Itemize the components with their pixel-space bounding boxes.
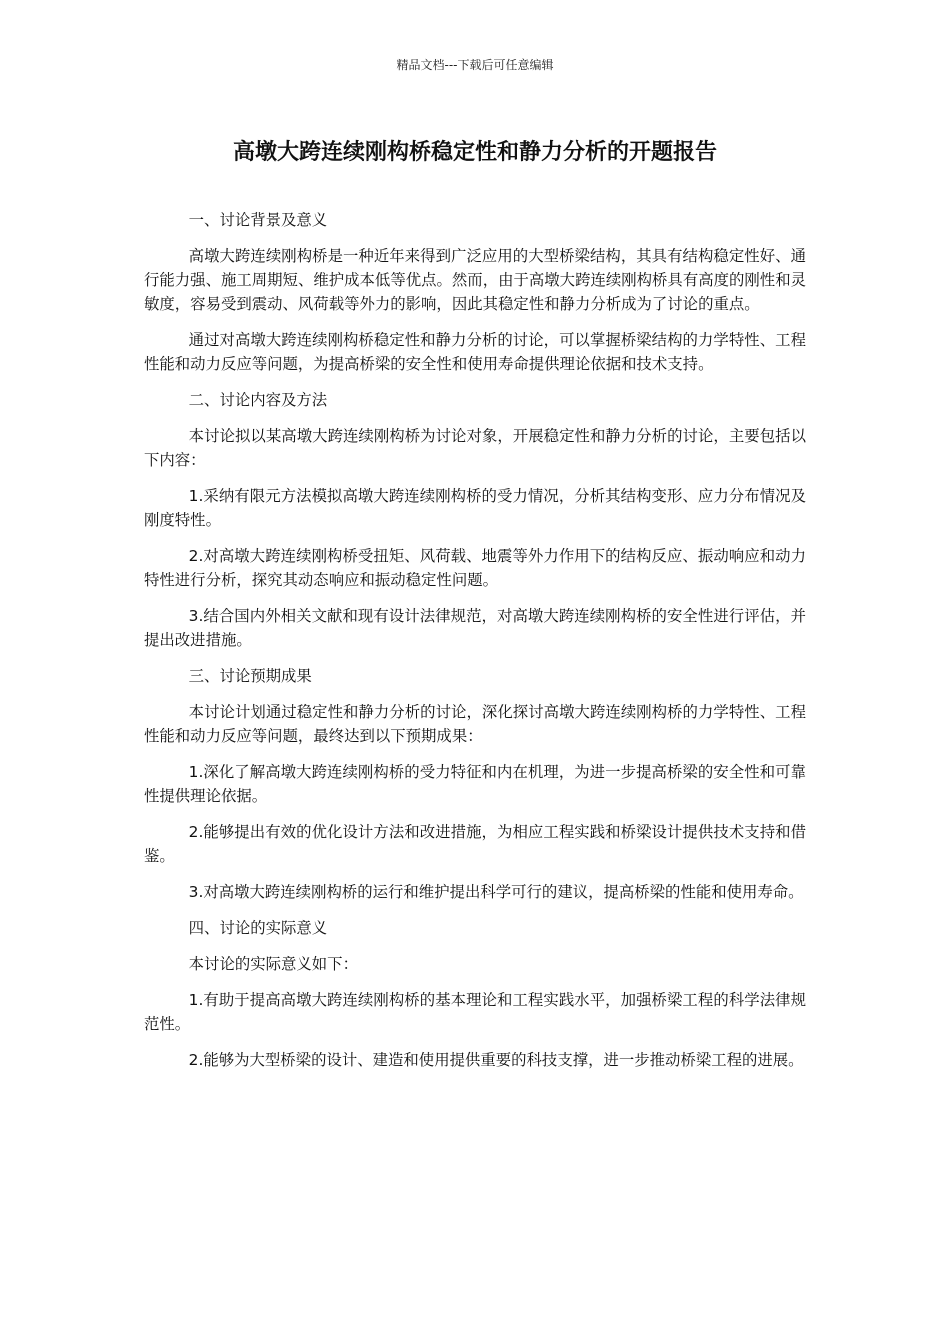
document-body [144, 208, 806, 1084]
section-heading-background: 一、讨论背景及意义 [188, 211, 328, 229]
section-heading-expected-results: 三、讨论预期成果 [188, 667, 312, 685]
header-note: 精品文档---下载后可任意编辑 [396, 58, 554, 72]
list-item-results-2: 2.能够提出有效的优化设计方法和改进措施，为相应工程实践和桥梁设计提供技术支持和借鉴。 [144, 823, 806, 865]
list-item-content-1: 1.采纳有限元方法模拟高墩大跨连续刚构桥的受力情况，分析其结构变形、应力分布情况及刚度特性。 [144, 487, 806, 529]
list-item-results-1: 1.深化了解高墩大跨连续刚构桥的受力特征和内在机理，为进一步提高桥梁的安全性和可靠性提供理论依据。 [144, 763, 806, 805]
list-item-significance-1: 1.有助于提高高墩大跨连续刚构桥的基本理论和工程实践水平，加强桥梁工程的科学法律规范性。 [144, 991, 806, 1033]
list-item-content-3: 3.结合国内外相关文献和现有设计法律规范，对高墩大跨连续刚构桥的安全性进行评估，并提出改进措施。 [144, 607, 806, 649]
paragraph-content-intro: 本讨论拟以某高墩大跨连续刚构桥为讨论对象，开展稳定性和静力分析的讨论，主要包括以下内容： [144, 427, 806, 469]
section-heading-significance: 四、讨论的实际意义 [188, 919, 328, 937]
list-item-significance-2: 2.能够为大型桥梁的设计、建造和使用提供重要的科技支撑，进一步推动桥梁工程的进展。 [188, 1051, 804, 1069]
paragraph-significance-intro: 本讨论的实际意义如下： [188, 955, 358, 973]
paragraph-background-intro: 高墩大跨连续刚构桥是一种近年来得到广泛应用的大型桥梁结构，其具有结构稳定性好、通行能力强、施工周期短、维护成本低等优点。然而，由于高墩大跨连续刚构桥具有高度的刚性和灵敏度，容易受到震动、风荷载等外力的影响，因此其稳定性和静力分析成为了讨论的重点。 [144, 247, 806, 313]
section-heading-content-method: 二、讨论内容及方法 [188, 391, 328, 409]
document-title: 高墩大跨连续刚构桥稳定性和静力分析的开题报告 [232, 140, 717, 165]
list-item-results-3: 3.对高墩大跨连续刚构桥的运行和维护提出科学可行的建议，提高桥梁的性能和使用寿命。 [188, 883, 804, 901]
paragraph-background-purpose: 通过对高墩大跨连续刚构桥稳定性和静力分析的讨论，可以掌握桥梁结构的力学特性、工程性能和动力反应等问题，为提高桥梁的安全性和使用寿命提供理论依据和技术支持。 [144, 331, 806, 373]
list-item-content-2: 2.对高墩大跨连续刚构桥受扭矩、风荷载、地震等外力作用下的结构反应、振动响应和动力特性进行分析，探究其动态响应和振动稳定性问题。 [144, 547, 806, 589]
paragraph-results-intro: 本讨论计划通过稳定性和静力分析的讨论，深化探讨高墩大跨连续刚构桥的力学特性、工程性能和动力反应等问题，最终达到以下预期成果： [144, 703, 806, 745]
